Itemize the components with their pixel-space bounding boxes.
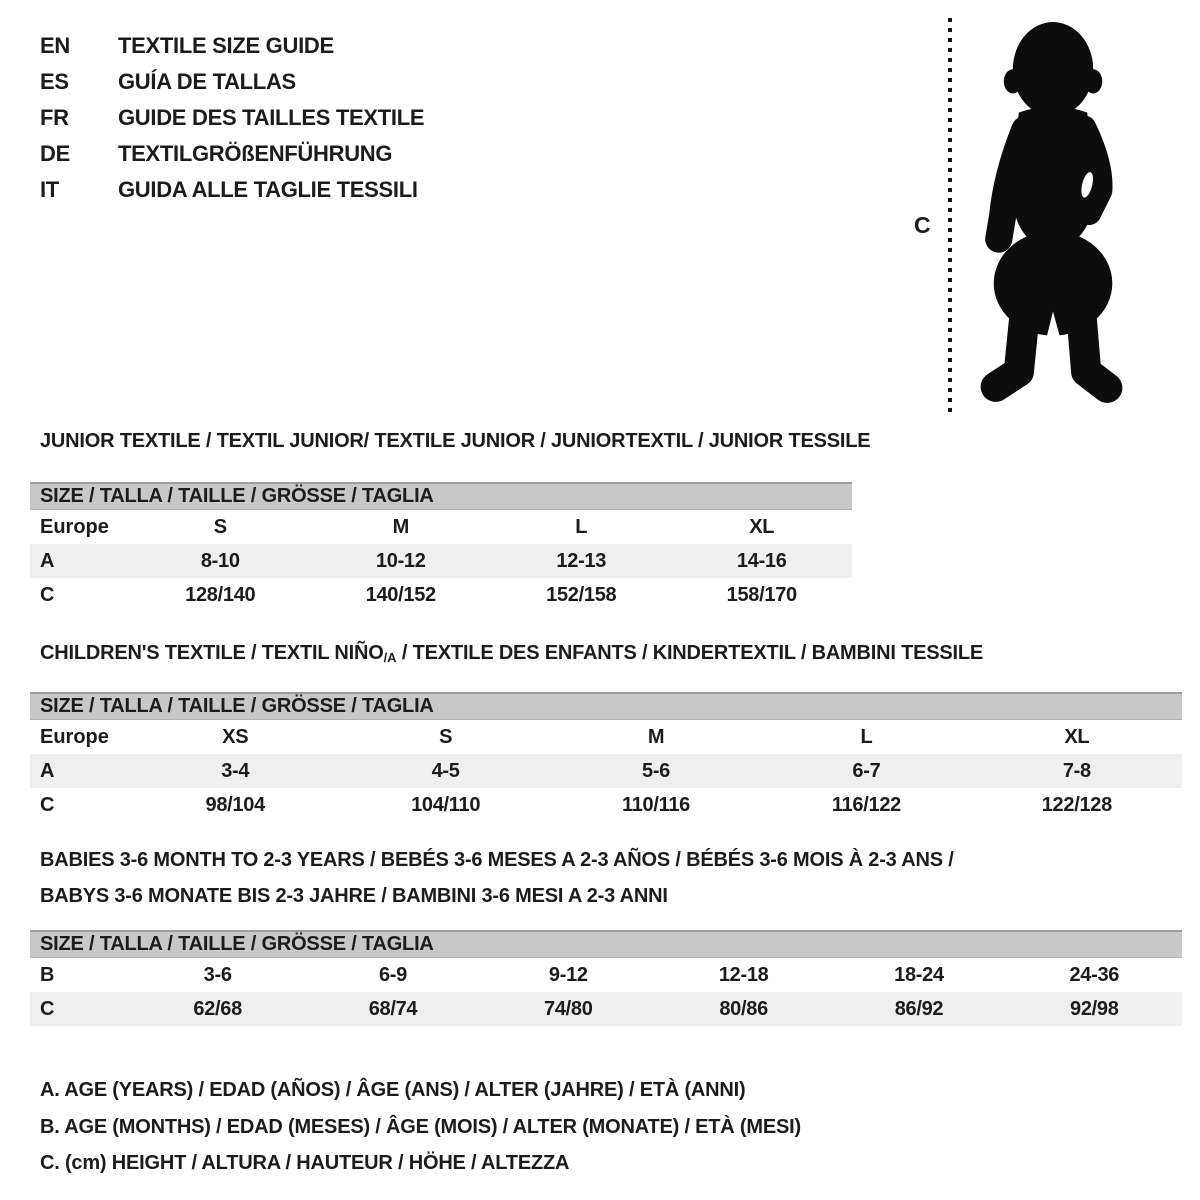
language-code: EN <box>40 33 70 58</box>
cell-value: 6-7 <box>852 759 881 782</box>
table-header-label: SIZE / TALLA / TAILLE / GRÖSSE / TAGLIA <box>40 695 434 717</box>
cell-value: L <box>860 725 873 748</box>
cell-value: L <box>575 515 588 538</box>
height-measure-label: C <box>914 212 931 238</box>
cell-value: XL <box>1064 725 1090 748</box>
cell-value: 12-13 <box>556 549 607 572</box>
children-title-pre: CHILDREN'S TEXTILE / TEXTIL NIÑO <box>40 642 384 664</box>
table-row <box>30 510 852 544</box>
row-label: Europe <box>40 515 109 538</box>
cell-value: 9-12 <box>548 963 588 986</box>
cell-value: S <box>213 515 227 538</box>
language-row <box>40 100 424 136</box>
row-label: C <box>40 997 55 1020</box>
cell-value: M <box>392 515 409 538</box>
junior-section-title: JUNIOR TEXTILE / TEXTIL JUNIOR/ TEXTILE JUNIOR / JUNIORTEXTIL / JUNIOR TESSILE <box>40 430 871 452</box>
cell-value: 152/158 <box>546 583 617 606</box>
language-row <box>40 64 424 100</box>
cell-value: 68/74 <box>368 997 418 1020</box>
row-label: B <box>40 963 55 986</box>
cell-value: 4-5 <box>431 759 460 782</box>
table-header-bar <box>30 930 1182 958</box>
table-row <box>30 788 1182 822</box>
children-section-title <box>40 642 983 665</box>
children-title-sub: /A <box>383 650 397 665</box>
cell-value: 128/140 <box>185 583 256 606</box>
legend-line-b: B. AGE (MONTHS) / EDAD (MESES) / ÂGE (MOIS) / ALTER (MONATE) / ETÀ (MESI) <box>40 1115 801 1138</box>
row-label: C <box>40 583 55 606</box>
cell-value: M <box>647 725 665 748</box>
guide-title: GUIDE DES TAILLES TEXTILE <box>118 105 425 130</box>
babies-title-line2: BABYS 3-6 MONATE BIS 2-3 JAHRE / BAMBINI 3-6 MESI A 2-3 ANNI <box>40 885 668 907</box>
language-code: ES <box>40 69 69 94</box>
row-label: C <box>40 793 55 816</box>
cell-value: 10-12 <box>375 549 426 572</box>
cell-value: 116/122 <box>831 793 901 816</box>
language-code: FR <box>40 105 69 130</box>
height-measure-dashed-line <box>948 18 952 416</box>
cell-value: S <box>439 725 453 748</box>
cell-value: 8-10 <box>200 549 240 572</box>
language-row <box>40 172 424 208</box>
language-row <box>40 28 424 64</box>
babies-section-title <box>40 842 954 914</box>
language-code: DE <box>40 141 70 166</box>
cell-value: 7-8 <box>1062 759 1091 782</box>
cell-value: 3-4 <box>221 759 250 782</box>
table-header-bar <box>30 482 852 510</box>
cell-value: 98/104 <box>205 793 265 816</box>
cell-value: 86/92 <box>894 997 944 1020</box>
cell-value: 12-18 <box>718 963 769 986</box>
table-row <box>30 578 852 612</box>
table-row <box>30 754 1182 788</box>
legend-line-a: A. AGE (YEARS) / EDAD (AÑOS) / ÂGE (ANS) / ALTER (JAHRE) / ETÀ (ANNI) <box>40 1079 746 1101</box>
guide-title: GUIDA ALLE TAGLIE TESSILI <box>118 177 418 202</box>
cell-value: 18-24 <box>894 963 944 986</box>
guide-title: TEXTILE SIZE GUIDE <box>118 33 334 58</box>
table-header-label: SIZE / TALLA / TAILLE / GRÖSSE / TAGLIA <box>40 485 434 507</box>
babies-title-line1: BABIES 3-6 MONTH TO 2-3 YEARS / BEBÉS 3-6 MESES A 2-3 AÑOS / BÉBÉS 3-6 MOIS À 2-3 ANS / <box>40 849 954 871</box>
measure-legend <box>40 1072 801 1182</box>
legend-line-c: C. (cm) HEIGHT / ALTURA / HAUTEUR / HÖHE / ALTEZZA <box>40 1152 570 1174</box>
guide-title: GUÍA DE TALLAS <box>118 69 296 94</box>
row-label: Europe <box>40 725 109 748</box>
cell-value: 6-9 <box>378 963 407 986</box>
table-header-bar <box>30 692 1182 720</box>
table-row <box>30 720 1182 754</box>
table-row <box>30 992 1182 1026</box>
row-label: A <box>40 549 55 572</box>
babies-size-table <box>30 930 1182 1026</box>
cell-value: 24-36 <box>1069 963 1120 986</box>
cell-value: 80/86 <box>719 997 768 1020</box>
cell-value: 14-16 <box>736 549 787 572</box>
language-row <box>40 136 424 172</box>
table-row <box>30 958 1182 992</box>
cell-value: 104/110 <box>411 793 481 816</box>
children-size-table <box>30 692 1182 822</box>
toddler-silhouette-icon <box>960 14 1140 418</box>
junior-size-table <box>30 482 852 612</box>
cell-value: 62/68 <box>193 997 242 1020</box>
cell-value: 158/170 <box>726 583 797 606</box>
language-code: IT <box>40 177 59 202</box>
cell-value: 92/98 <box>1070 997 1119 1020</box>
cell-value: 5-6 <box>642 759 671 782</box>
table-header-label: SIZE / TALLA / TAILLE / GRÖSSE / TAGLIA <box>40 933 434 955</box>
table-row <box>30 544 852 578</box>
children-title-post: / TEXTILE DES ENFANTS / KINDERTEXTIL / BAMBINI TESSILE <box>396 642 984 664</box>
language-title-list <box>40 28 424 208</box>
cell-value: 140/152 <box>365 583 436 606</box>
cell-value: 122/128 <box>1041 793 1112 816</box>
cell-value: XS <box>222 725 249 748</box>
cell-value: 110/116 <box>622 793 691 816</box>
cell-value: XL <box>749 515 775 538</box>
cell-value: 3-6 <box>203 963 232 986</box>
guide-title: TEXTILGRÖßENFÜHRUNG <box>118 141 393 166</box>
cell-value: 74/80 <box>544 997 593 1020</box>
row-label: A <box>40 759 55 782</box>
